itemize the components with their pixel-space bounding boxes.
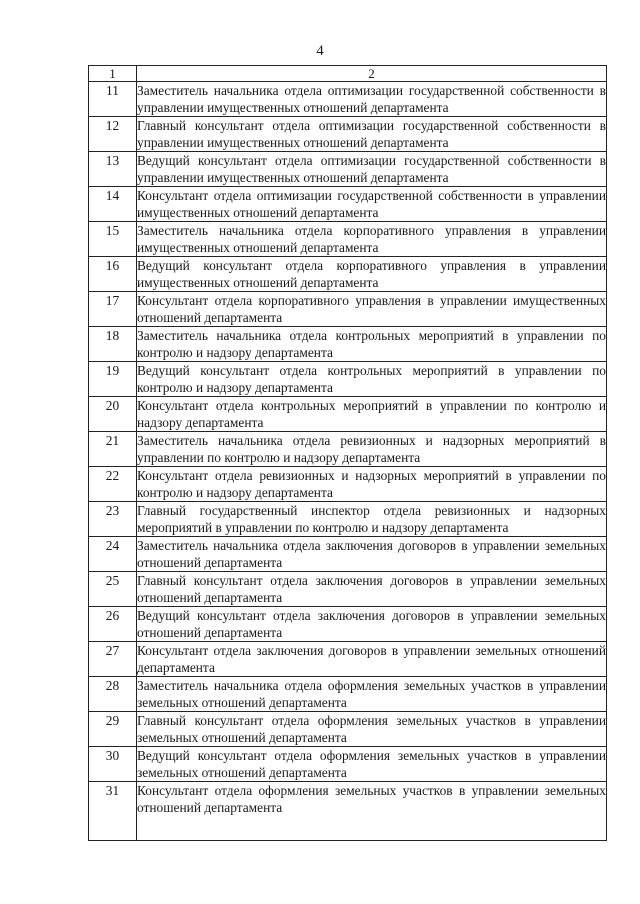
- row-number: 25: [89, 572, 137, 607]
- position-title: Консультант отдела корпоративного управления в управлении имущественных отношений департамента: [137, 293, 606, 325]
- table-row: [89, 82, 607, 117]
- table-row: [89, 537, 607, 572]
- table-row: [89, 572, 607, 607]
- table-row: [89, 292, 607, 327]
- row-number: 30: [89, 747, 137, 782]
- position-title: Ведущий консультант отдела оптимизации государственной собственности в управлении имущественных отношений департамента: [137, 153, 606, 185]
- position-title: Ведущий консультант отдела оформления земельных участков в управлении земельных отношений департамента: [137, 748, 606, 780]
- table-row: [89, 607, 607, 642]
- position-title: Консультант отдела контрольных мероприятий в управлении по контролю и надзору департамента: [137, 398, 606, 430]
- table-row: [89, 782, 607, 841]
- row-number: 22: [89, 467, 137, 502]
- row-number: 14: [89, 187, 137, 222]
- row-number: 28: [89, 677, 137, 712]
- row-number: 16: [89, 257, 137, 292]
- position-title: Главный государственный инспектор отдела ревизионных и надзорных мероприятий в управлении по контролю и надзору департамента: [137, 503, 606, 535]
- row-number: 18: [89, 327, 137, 362]
- position-title: Заместитель начальника отдела ревизионных и надзорных мероприятий в управлении по контролю и надзору департамента: [137, 433, 606, 465]
- row-number: 20: [89, 397, 137, 432]
- positions-table: [88, 65, 607, 841]
- row-number: 29: [89, 712, 137, 747]
- table-row: [89, 712, 607, 747]
- position-title: Заместитель начальника отдела заключения договоров в управлении земельных отношений департамента: [137, 538, 606, 570]
- table-row: [89, 362, 607, 397]
- position-title: Ведущий консультант отдела заключения договоров в управлении земельных отношений департамента: [137, 608, 606, 640]
- table-row: [89, 642, 607, 677]
- position-title: Главный консультант отдела оформления земельных участков в управлении земельных отношений департамента: [137, 713, 606, 745]
- table-row: [89, 747, 607, 782]
- row-number: 21: [89, 432, 137, 467]
- table-row: [89, 187, 607, 222]
- position-title: Заместитель начальника отдела корпоративного управления в управлении имущественных отношений департамента: [137, 223, 606, 255]
- table-row: [89, 397, 607, 432]
- table-row: [89, 152, 607, 187]
- page-number: 4: [316, 43, 324, 59]
- table-row: [89, 677, 607, 712]
- position-title: Консультант отдела оптимизации государственной собственности в управлении имущественных отношений департамента: [137, 188, 606, 220]
- row-number: 17: [89, 292, 137, 327]
- position-title: Заместитель начальника отдела контрольных мероприятий в управлении по контролю и надзору департамента: [137, 328, 606, 360]
- table-row: [89, 327, 607, 362]
- row-number: 23: [89, 502, 137, 537]
- position-title: Заместитель начальника отдела оптимизации государственной собственности в управлении имущественных отношений департамента: [137, 83, 606, 115]
- position-title: Консультант отдела оформления земельных участков в управлении земельных отношений департамента: [137, 782, 607, 841]
- row-number: 19: [89, 362, 137, 397]
- row-number: 31: [89, 782, 137, 841]
- table-row: [89, 502, 607, 537]
- row-number: 15: [89, 222, 137, 257]
- row-number: 13: [89, 152, 137, 187]
- row-number: 11: [89, 82, 137, 117]
- table-row: [89, 257, 607, 292]
- position-title: Заместитель начальника отдела оформления земельных участков в управлении земельных отношений департамента: [137, 678, 606, 710]
- row-number: 12: [89, 117, 137, 152]
- table-row: [89, 467, 607, 502]
- header-col-1: 1: [89, 66, 137, 82]
- position-title: Консультант отдела ревизионных и надзорных мероприятий в управлении по контролю и надзору департамента: [137, 468, 606, 500]
- table-header-row: [89, 66, 607, 82]
- row-number: 27: [89, 642, 137, 677]
- table-row: [89, 117, 607, 152]
- row-number: 24: [89, 537, 137, 572]
- position-title: Ведущий консультант отдела контрольных мероприятий в управлении по контролю и надзору департамента: [137, 363, 606, 395]
- header-col-2: 2: [137, 66, 607, 82]
- position-title: Консультант отдела заключения договоров в управлении земельных отношений департамента: [137, 643, 606, 675]
- position-title: Главный консультант отдела заключения договоров в управлении земельных отношений департамента: [137, 573, 606, 605]
- table-row: [89, 222, 607, 257]
- table-row: [89, 432, 607, 467]
- row-number: 26: [89, 607, 137, 642]
- position-title: Ведущий консультант отдела корпоративного управления в управлении имущественных отношений департамента: [137, 258, 606, 290]
- position-title: Главный консультант отдела оптимизации государственной собственности в управлении имущественных отношений департамента: [137, 118, 606, 150]
